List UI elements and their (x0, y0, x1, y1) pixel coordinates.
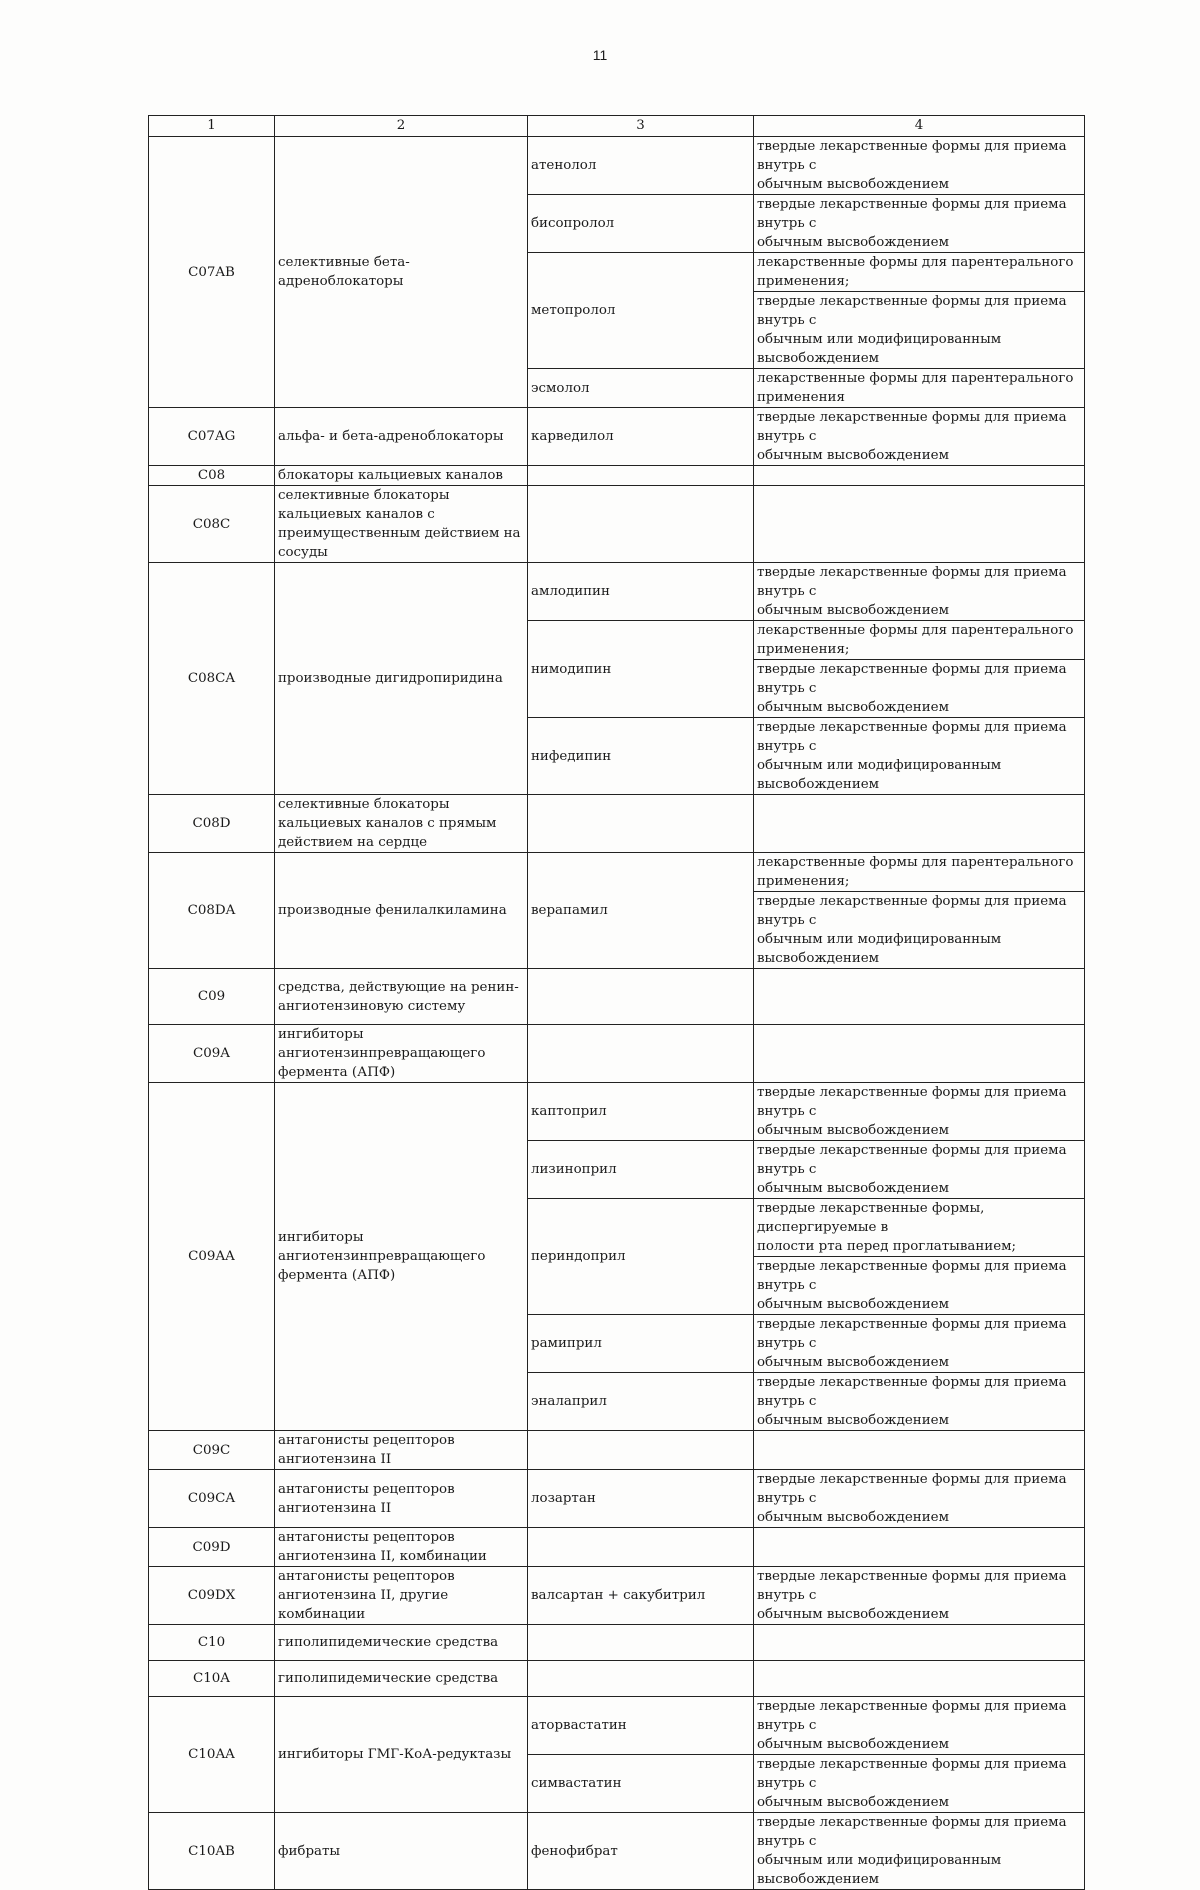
empty-cell (528, 1431, 754, 1470)
dosage-form-cell: твердые лекарственные формы для приема внутрь с обычным высвобождением (754, 1470, 1085, 1528)
dosage-form-cell: твердые лекарственные формы для приема внутрь с обычным высвобождением (754, 195, 1085, 253)
atc-code-cell: C10A (149, 1661, 275, 1697)
empty-cell (528, 1661, 754, 1697)
dosage-form-cell: твердые лекарственные формы для приема внутрь с обычным высвобождением (754, 137, 1085, 195)
table-row (149, 1625, 1085, 1661)
table-row (149, 1661, 1085, 1697)
table-row (149, 1813, 1085, 1890)
atc-code-cell: C09C (149, 1431, 275, 1470)
atc-code-cell: C08CA (149, 563, 275, 795)
dosage-form-cell: твердые лекарственные формы для приема внутрь с обычным или модифицированным высвобождением (754, 718, 1085, 795)
drug-classification-table (148, 115, 1085, 1890)
table-row (149, 1025, 1085, 1083)
dosage-form-cell: твердые лекарственные формы для приема внутрь с обычным или модифицированным высвобождением (754, 892, 1085, 969)
drug-name-cell: лозартан (528, 1470, 754, 1528)
empty-cell (528, 486, 754, 563)
dosage-form-cell: твердые лекарственные формы для приема внутрь с обычным высвобождением (754, 660, 1085, 718)
empty-cell (754, 486, 1085, 563)
empty-cell (754, 1431, 1085, 1470)
group-name-cell: селективные блокаторы кальциевых каналов с прямым действием на сердце (275, 795, 528, 853)
group-name-cell: селективные блокаторы кальциевых каналов с преимущественным действием на сосуды (275, 486, 528, 563)
group-name-cell: гиполипидемические средства (275, 1661, 528, 1697)
table-row (149, 563, 1085, 621)
drug-name-cell: каптоприл (528, 1083, 754, 1141)
empty-cell (754, 1025, 1085, 1083)
empty-cell (528, 795, 754, 853)
atc-code-cell: C10 (149, 1625, 275, 1661)
drug-name-cell: карведилол (528, 408, 754, 466)
empty-cell (528, 1528, 754, 1567)
drug-name-cell: фенофибрат (528, 1813, 754, 1890)
table-row (149, 1528, 1085, 1567)
table-row (149, 466, 1085, 486)
group-name-cell: блокаторы кальциевых каналов (275, 466, 528, 486)
table-row (149, 486, 1085, 563)
drug-name-cell: метопролол (528, 253, 754, 369)
dosage-form-cell: твердые лекарственные формы для приема внутрь с обычным высвобождением (754, 1141, 1085, 1199)
drug-name-cell: амлодипин (528, 563, 754, 621)
atc-code-cell: C08C (149, 486, 275, 563)
group-name-cell: производные фенилалкиламина (275, 853, 528, 969)
table-row (149, 1083, 1085, 1141)
dosage-form-cell: твердые лекарственные формы для приема внутрь с обычным или модифицированным высвобождением (754, 1813, 1085, 1890)
table-row (149, 795, 1085, 853)
table-body (149, 137, 1085, 1890)
table-row (149, 1567, 1085, 1625)
dosage-form-cell: лекарственные формы для парентерального применения; (754, 853, 1085, 892)
table-row (149, 1470, 1085, 1528)
drug-name-cell: валсартан + сакубитрил (528, 1567, 754, 1625)
dosage-form-cell: твердые лекарственные формы для приема внутрь с обычным или модифицированным высвобождением (754, 292, 1085, 369)
table-header-row (149, 116, 1085, 137)
dosage-form-cell: твердые лекарственные формы для приема внутрь с обычным высвобождением (754, 1315, 1085, 1373)
group-name-cell: ингибиторы ГМГ-КоА-редуктазы (275, 1697, 528, 1813)
empty-cell (754, 466, 1085, 486)
dosage-form-cell: твердые лекарственные формы для приема внутрь с обычным высвобождением (754, 1567, 1085, 1625)
group-name-cell: антагонисты рецепторов ангиотензина II (275, 1431, 528, 1470)
drug-name-cell: верапамил (528, 853, 754, 969)
dosage-form-cell: твердые лекарственные формы для приема внутрь с обычным высвобождением (754, 563, 1085, 621)
atc-code-cell: C07AG (149, 408, 275, 466)
page-number: 11 (592, 47, 608, 63)
atc-code-cell: C08 (149, 466, 275, 486)
dosage-form-cell: лекарственные формы для парентерального применения (754, 369, 1085, 408)
atc-code-cell: C09A (149, 1025, 275, 1083)
table-row (149, 1431, 1085, 1470)
drug-name-cell: нимодипин (528, 621, 754, 718)
atc-code-cell: C10AB (149, 1813, 275, 1890)
atc-code-cell: C07AB (149, 137, 275, 408)
empty-cell (528, 1025, 754, 1083)
dosage-form-cell: твердые лекарственные формы для приема внутрь с обычным высвобождением (754, 1083, 1085, 1141)
atc-code-cell: C09 (149, 969, 275, 1025)
drug-name-cell: эсмолол (528, 369, 754, 408)
table-row (149, 853, 1085, 892)
dosage-form-cell: твердые лекарственные формы для приема внутрь с обычным высвобождением (754, 1697, 1085, 1755)
group-name-cell: гиполипидемические средства (275, 1625, 528, 1661)
empty-cell (528, 1625, 754, 1661)
drug-name-cell: атенолол (528, 137, 754, 195)
dosage-form-cell: твердые лекарственные формы, диспергируемые в полости рта перед проглатыванием; (754, 1199, 1085, 1257)
empty-cell (754, 795, 1085, 853)
dosage-form-cell: лекарственные формы для парентерального применения; (754, 621, 1085, 660)
drug-name-cell: лизиноприл (528, 1141, 754, 1199)
atc-code-cell: C09AA (149, 1083, 275, 1431)
table-row (149, 1697, 1085, 1755)
drug-name-cell: эналаприл (528, 1373, 754, 1431)
drug-name-cell: нифедипин (528, 718, 754, 795)
dosage-form-cell: твердые лекарственные формы для приема внутрь с обычным высвобождением (754, 1257, 1085, 1315)
group-name-cell: селективные бета- адреноблокаторы (275, 137, 528, 408)
drug-name-cell: бисопролол (528, 195, 754, 253)
column-header-3: 3 (528, 116, 754, 137)
group-name-cell: ингибиторы ангиотензинпревращающего фермента (АПФ) (275, 1083, 528, 1431)
empty-cell (528, 969, 754, 1025)
group-name-cell: средства, действующие на ренин- ангиотензиновую систему (275, 969, 528, 1025)
atc-code-cell: C09D (149, 1528, 275, 1567)
group-name-cell: антагонисты рецепторов ангиотензина II, комбинации (275, 1528, 528, 1567)
empty-cell (528, 466, 754, 486)
empty-cell (754, 1528, 1085, 1567)
group-name-cell: фибраты (275, 1813, 528, 1890)
drug-name-cell: рамиприл (528, 1315, 754, 1373)
empty-cell (754, 969, 1085, 1025)
group-name-cell: альфа- и бета-адреноблокаторы (275, 408, 528, 466)
atc-code-cell: C08D (149, 795, 275, 853)
empty-cell (754, 1625, 1085, 1661)
column-header-2: 2 (275, 116, 528, 137)
empty-cell (754, 1661, 1085, 1697)
drug-name-cell: периндоприл (528, 1199, 754, 1315)
dosage-form-cell: лекарственные формы для парентерального применения; (754, 253, 1085, 292)
atc-code-cell: C10AA (149, 1697, 275, 1813)
atc-code-cell: C09CA (149, 1470, 275, 1528)
group-name-cell: антагонисты рецепторов ангиотензина II (275, 1470, 528, 1528)
column-header-4: 4 (754, 116, 1085, 137)
column-header-1: 1 (149, 116, 275, 137)
table-row (149, 408, 1085, 466)
dosage-form-cell: твердые лекарственные формы для приема внутрь с обычным высвобождением (754, 1755, 1085, 1813)
table-row (149, 969, 1085, 1025)
dosage-form-cell: твердые лекарственные формы для приема внутрь с обычным высвобождением (754, 408, 1085, 466)
group-name-cell: производные дигидропиридина (275, 563, 528, 795)
group-name-cell: ингибиторы ангиотензинпревращающего фермента (АПФ) (275, 1025, 528, 1083)
table-row (149, 137, 1085, 195)
atc-code-cell: C08DA (149, 853, 275, 969)
atc-code-cell: C09DX (149, 1567, 275, 1625)
drug-name-cell: симвастатин (528, 1755, 754, 1813)
dosage-form-cell: твердые лекарственные формы для приема внутрь с обычным высвобождением (754, 1373, 1085, 1431)
group-name-cell: антагонисты рецепторов ангиотензина II, другие комбинации (275, 1567, 528, 1625)
drug-name-cell: аторвастатин (528, 1697, 754, 1755)
